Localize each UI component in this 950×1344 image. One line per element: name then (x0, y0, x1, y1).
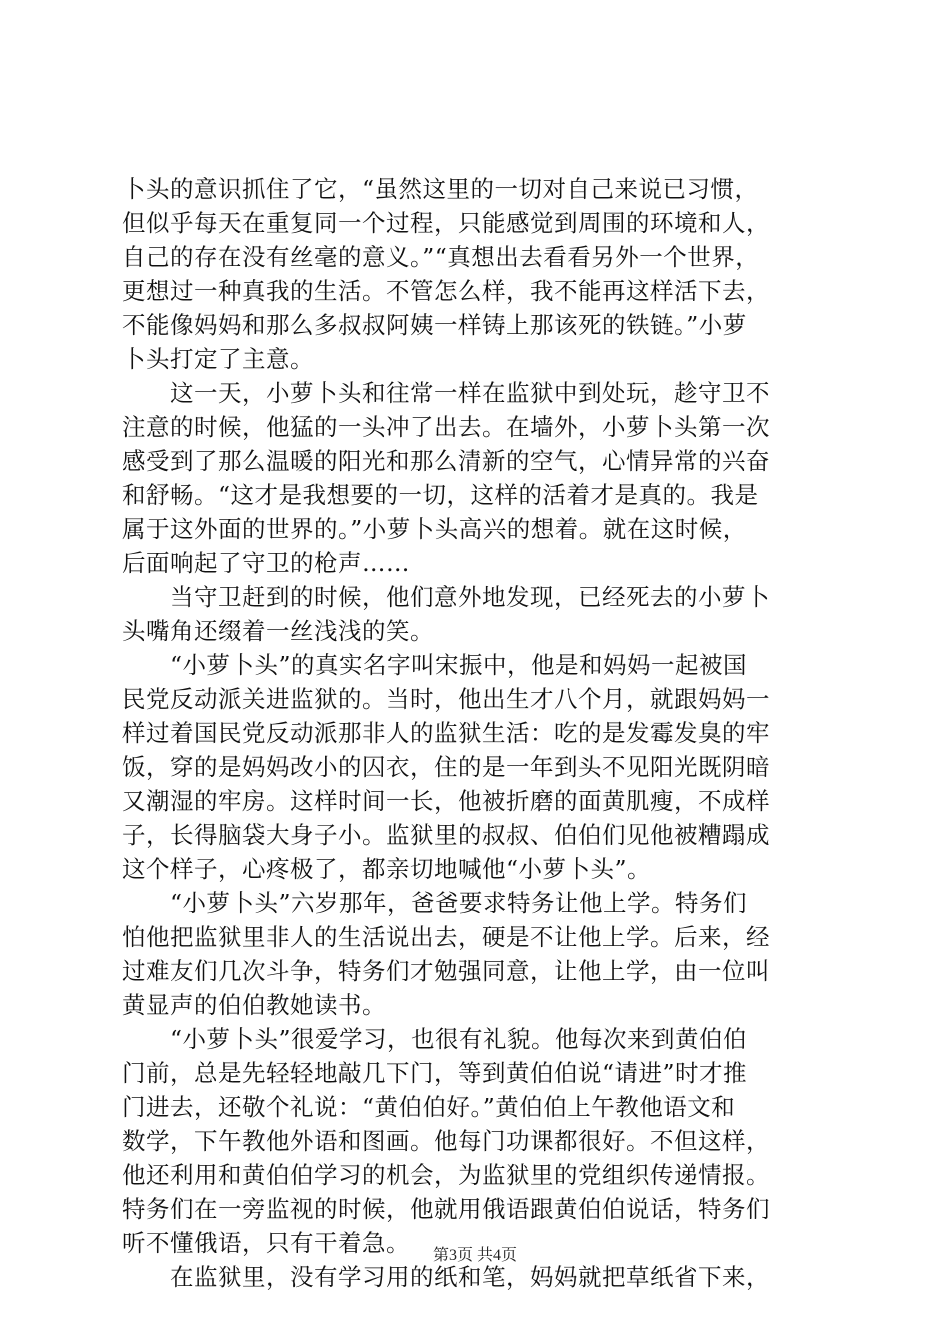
text-line: 但似乎每天在重复同一个过程，只能感觉到周围的环境和人， (122, 209, 770, 237)
text-line: 门前，总是先轻轻地敲几下门，等到黄伯伯说“请进”时才推 (122, 1059, 748, 1087)
text-line: 头嘴角还缀着一丝浅浅的笑。 (122, 617, 434, 645)
text-line: 门进去，还敬个礼说：“黄伯伯好。”黄伯伯上午教他语文和 (122, 1093, 736, 1121)
text-line: 民党反动派关进监狱的。当时，他出生才八个月，就跟妈妈一 (122, 685, 770, 713)
paragraph (122, 376, 840, 580)
text-line: 更想过一种真我的生活。不管怎么样，我不能再这样活下去， (122, 277, 770, 305)
text-line: 饭，穿的是妈妈改小的囚衣，住的是一年到头不见阳光既阴暗 (122, 753, 770, 781)
text-line: 数学，下午教他外语和图画。他每门功课都很好。不但这样， (122, 1127, 770, 1155)
paragraph (122, 1022, 840, 1260)
text-line: 感受到了那么温暖的阳光和那么清新的空气，心情异常的兴奋 (122, 447, 770, 475)
text-line: 后面响起了守卫的枪声…… (122, 549, 410, 577)
text-line: “小萝卜头”的真实名字叫宋振中，他是和妈妈一起被国 (122, 651, 748, 679)
text-line: 过难友们几次斗争，特务们才勉强同意，让他上学，由一位叫 (122, 957, 770, 985)
text-line: 当守卫赶到的时候，他们意外地发现，已经死去的小萝卜 (122, 583, 770, 611)
text-line: 怕他把监狱里非人的生活说出去，硬是不让他上学。后来，经 (122, 923, 770, 951)
text-line: 又潮湿的牢房。这样时间一长，他被折磨的面黄肌瘦，不成样 (122, 787, 770, 815)
text-line: 不能像妈妈和那么多叔叔阿姨一样铸上那该死的铁链。”小萝 (122, 311, 747, 339)
page-number-footer: 第3页 共4页 (432, 1247, 517, 1264)
text-line: 卜头的意识抓住了它，“虽然这里的一切对自己来说已习惯， (122, 175, 759, 203)
text-line: 子，长得脑袋大身子小。监狱里的叔叔、伯伯们见他被糟蹋成 (122, 821, 770, 849)
text-line: 属于这外面的世界的。”小萝卜头高兴的想着。就在这时候， (122, 515, 747, 543)
text-line: 在监狱里，没有学习用的纸和笔，妈妈就把草纸省下来， (122, 1263, 770, 1291)
text-line: 自己的存在没有丝毫的意义。”“真想出去看看另外一个世界， (122, 243, 760, 271)
text-line: “小萝卜头”六岁那年，爸爸要求特务让他上学。特务们 (122, 889, 748, 917)
text-line: “小萝卜头”很爱学习，也很有礼貌。他每次来到黄伯伯 (122, 1025, 748, 1053)
text-line: 听不懂俄语，只有干着急。 (122, 1229, 410, 1257)
paragraph (122, 172, 840, 376)
text-line: 卜头打定了主意。 (122, 345, 314, 373)
text-line: 黄显声的伯伯教她读书。 (122, 991, 386, 1019)
paragraph (122, 648, 840, 886)
text-line: 注意的时候，他猛的一头冲了出去。在墙外，小萝卜头第一次 (122, 413, 770, 441)
paragraph (122, 580, 840, 648)
text-line: 和舒畅。“这才是我想要的一切，这样的活着才是真的。我是 (122, 481, 759, 509)
text-line: 他还利用和黄伯伯学习的机会，为监狱里的党组织传递情报。 (122, 1161, 770, 1189)
paragraph (122, 886, 840, 1022)
text-line: 这个样子，心疼极了，都亲切地喊他“小萝卜头”。 (122, 855, 652, 883)
body-text (122, 172, 840, 1294)
text-line: 样过着国民党反动派那非人的监狱生活：吃的是发霉发臭的牢 (122, 719, 770, 747)
text-line: 这一天，小萝卜头和往常一样在监狱中到处玩，趁守卫不 (122, 379, 770, 407)
text-line: 特务们在一旁监视的时候，他就用俄语跟黄伯伯说话，特务们 (122, 1195, 770, 1223)
